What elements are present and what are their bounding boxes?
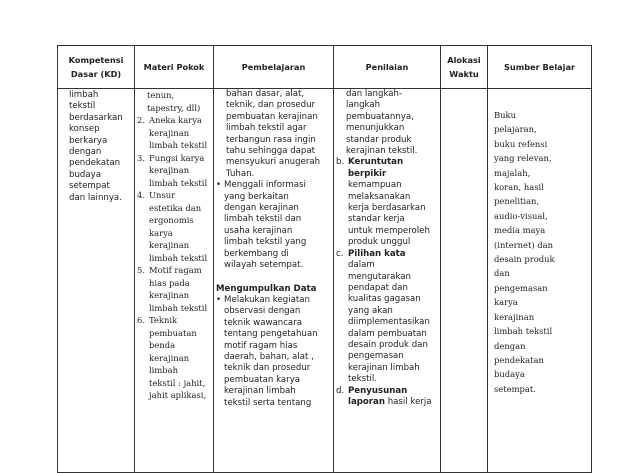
list-item: 3. Fungsi karya kerajinan limbah tekstil bbox=[137, 152, 208, 188]
cell-sumber-belajar: Buku pelajaran, buku refensi yang relevan, majalah, koran, hasil penelitian, audio-visual, media maya (internet) dan desain produk dan pengemasan karya kerajinan limbah tekstil dengan pendekatan budaya setempat. bbox=[488, 89, 592, 473]
header-materi-pokok: Materi Pokok bbox=[135, 46, 214, 89]
header-pembelajaran: Pembelajaran bbox=[214, 46, 334, 89]
header-sumber-belajar: Sumber Belajar bbox=[488, 46, 592, 89]
content-row bbox=[58, 89, 592, 473]
header-row bbox=[58, 46, 592, 89]
pembelajaran-bullets-1 bbox=[216, 180, 333, 271]
cell-alokasi-waktu bbox=[441, 89, 488, 473]
list-item: 6. Teknik pembuatan benda kerajinan limbah tekstil : jahit, jahit aplikasi, bbox=[137, 315, 207, 400]
list-item: • Melakukan kegiatan observasi dengan teknik wawancara tentang pengetahuan motif ragam hias daerah, bahan, alat , teknik dan prosedur pembuatan karya kerajinan limbah tekstil serta tentang bbox=[216, 294, 318, 408]
cell-materi-pokok bbox=[135, 89, 214, 473]
pembelajaran-bullets-2 bbox=[216, 295, 333, 409]
penilaian-lead: dan langkah- langkah pembuatannya, menunjukkan standar produk kerajinan tekstil. bbox=[346, 89, 418, 157]
header-penilaian: Penilaian bbox=[334, 46, 441, 89]
list-item: c. Pilihan kata dalam mengutarakan pendapat dan kualitas gagasan yang akan diimplementasikan dalam pembuatan desain produk dan pengemasan kerajinan limbah tekstil. bbox=[336, 248, 430, 385]
bullet-icon: • bbox=[216, 294, 222, 305]
cell-penilaian bbox=[334, 89, 441, 473]
list-item: • Menggali informasi yang berkaitan dengan kerajinan limbah tekstil dan usaha kerajinan limbah tekstil yang berkembang di wilayah setempat. bbox=[216, 180, 307, 271]
list-item: d. Penyusunan laporan hasil kerja bbox=[336, 385, 432, 407]
section-heading: Mengumpulkan Data bbox=[216, 283, 317, 294]
list-item: b. Keruntutan berpikir kemampuan melaksanakan kerja berdasarkan standar kerja untuk memperoleh produk unggul bbox=[336, 157, 430, 248]
pembelajaran-lead: bahan dasar, alat, teknik, dan prosedur pembuatan kerajinan limbah tekstil agar terbangun rasa ingin tahu sehingga dapat mensyukuri anugerah Tuhan. bbox=[226, 89, 321, 179]
list-item: 2. Aneka karya kerajinan limbah tekstil bbox=[137, 115, 208, 150]
cell-pembelajaran bbox=[214, 89, 334, 473]
header-kompetensi: Kompetensi Dasar (KD) bbox=[58, 46, 135, 89]
materi-list bbox=[137, 114, 213, 402]
list-item: 4. Unsur estetika dan ergonomis karya kerajinan limbah tekstil bbox=[137, 190, 208, 263]
materi-lead: tenun, tapestry, dll) bbox=[147, 90, 201, 113]
header-alokasi-waktu: Alokasi Waktu bbox=[441, 46, 488, 89]
penilaian-list bbox=[336, 157, 440, 408]
bullet-icon: • bbox=[216, 180, 222, 191]
syllabus-table bbox=[57, 45, 592, 473]
cell-kompetensi: limbah tekstil berdasarkan konsep berkarya dengan pendekatan budaya setempat dan lainnya. bbox=[58, 89, 135, 473]
list-item: 5. Motif ragam hias pada kerajinan limbah tekstil bbox=[137, 265, 208, 313]
